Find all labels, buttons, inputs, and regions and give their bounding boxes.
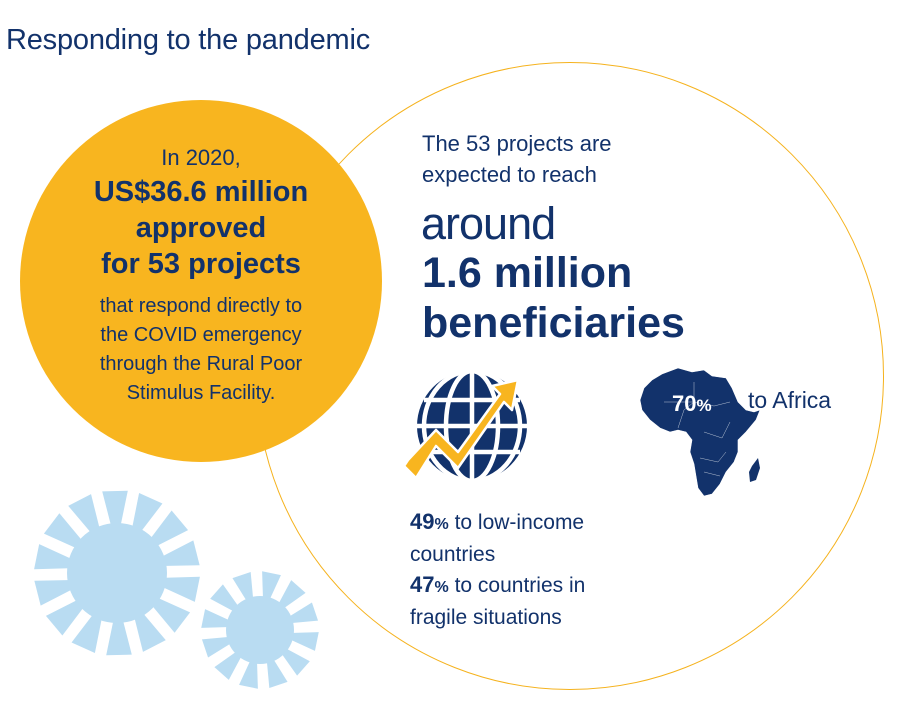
- reach-number-label: beneficiaries: [422, 299, 685, 347]
- stat-value: 47: [410, 572, 435, 597]
- stats-block: [410, 507, 585, 633]
- stat-percent-sign: %: [434, 516, 449, 533]
- globe-trend-graphic: [400, 368, 540, 486]
- africa-label: to Africa: [748, 387, 832, 413]
- funding-detail-line: Stimulus Facility.: [126, 382, 276, 404]
- africa-map-icon: [634, 362, 769, 502]
- funding-detail: [20, 292, 382, 408]
- stat-text: fragile situations: [410, 606, 562, 629]
- reach-number-value: 1.6 million: [422, 249, 633, 297]
- funding-approved: approved: [135, 212, 267, 244]
- funding-detail-line: the COVID emergency: [100, 324, 302, 346]
- funding-intro: In 2020,: [161, 145, 241, 170]
- funding-detail-line: through the Rural Poor: [99, 353, 303, 375]
- stat-text: countries: [410, 543, 496, 566]
- funding-projects: for 53 projects: [101, 248, 301, 280]
- reach-intro-line: The 53 projects are: [422, 131, 612, 156]
- virus-icon: [32, 488, 202, 658]
- virus-icon: [200, 570, 320, 690]
- stat-percent-sign: %: [434, 579, 449, 596]
- reach-intro-line: expected to reach: [422, 162, 597, 187]
- stat-text: to countries in: [454, 574, 586, 597]
- page-title: Responding to the pandemic: [6, 24, 370, 56]
- africa-percentage-sign: %: [696, 396, 712, 415]
- reach-beneficiaries: [422, 248, 685, 348]
- stat-text: to low-income: [454, 511, 585, 534]
- africa-percentage: [672, 391, 712, 417]
- funding-headline: [20, 174, 382, 282]
- stat-low-income: [410, 507, 585, 570]
- stat-fragile: [410, 570, 585, 633]
- stat-value: 49: [410, 509, 435, 534]
- funding-amount: US$36.6 million: [93, 176, 309, 208]
- africa-percentage-value: 70: [672, 391, 697, 416]
- reach-intro: [422, 128, 612, 190]
- reach-qualifier: around: [421, 198, 556, 249]
- funding-detail-line: that respond directly to: [99, 295, 303, 317]
